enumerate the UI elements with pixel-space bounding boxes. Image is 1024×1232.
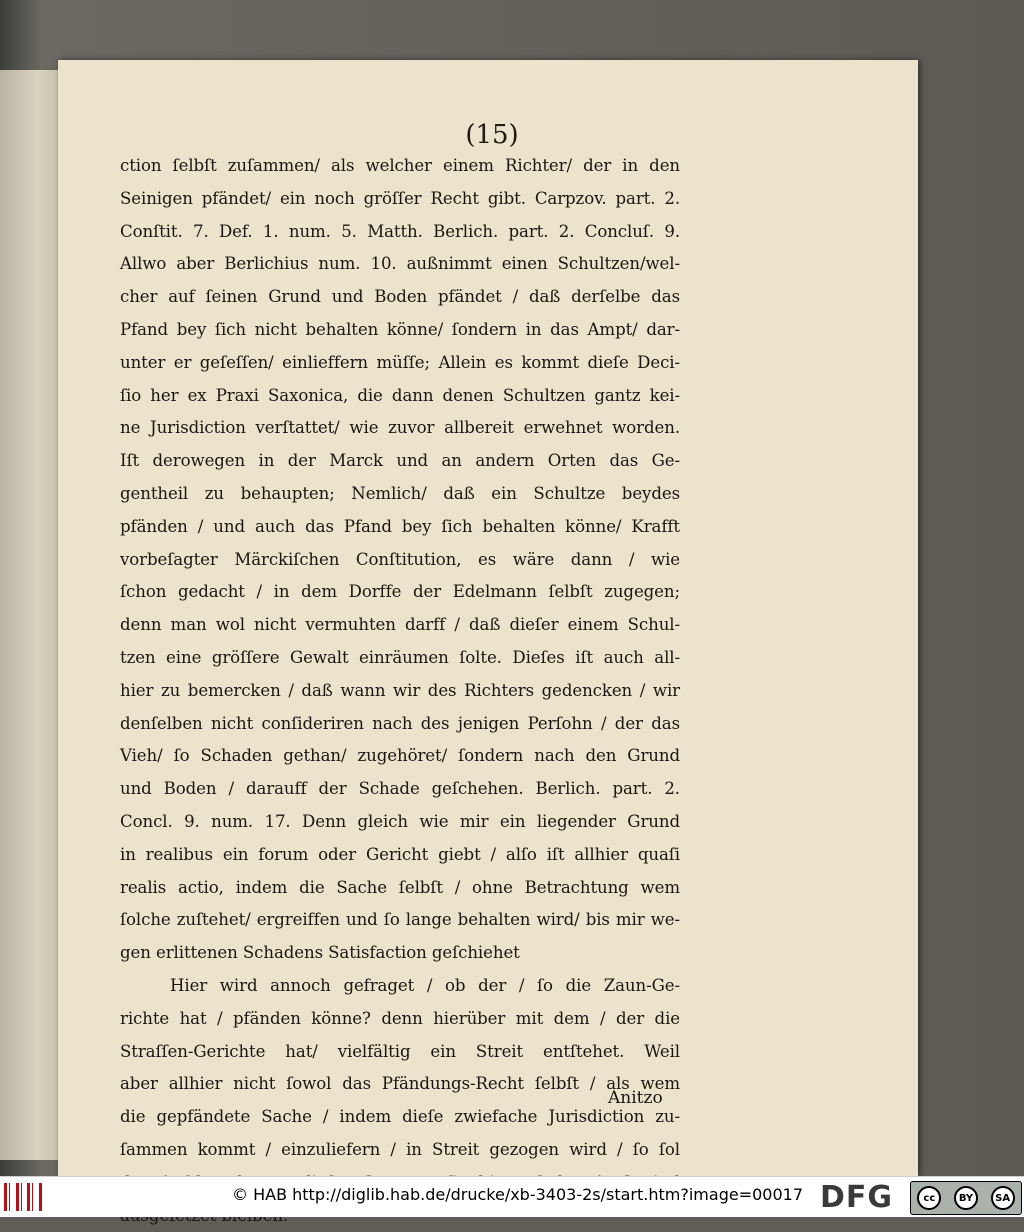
page-number: (15)	[432, 120, 552, 150]
previous-page-edge	[0, 70, 63, 1160]
text-line: Vieh/ ſo Schaden gethan/ zugehöret/ ſondern nach den Grund	[120, 740, 680, 773]
dfg-logo: DFG	[820, 1180, 893, 1215]
text-line: ſolche zuſtehet/ ergreiffen und ſo lange behalten wird/ bis mir we-	[120, 904, 680, 937]
copyright-link[interactable]: © HAB http://diglib.hab.de/drucke/xb-3403-2s/start.htm?image=00017	[232, 1185, 803, 1204]
by-attribution-icon: BY	[954, 1186, 978, 1210]
cc-license-badge[interactable]	[910, 1181, 1022, 1215]
text-line: Hier wird annoch gefraget / ob der / ſo die Zaun-Ge-	[120, 970, 680, 1003]
text-line: denn man wol nicht vermuhten darff / daß dieſer einem Schul-	[120, 609, 680, 642]
text-line: realis actio, indem die Sache ſelbſt / ohne Betrachtung wem	[120, 872, 680, 905]
hab-logo-icon	[4, 1183, 42, 1211]
text-line: vorbeſagter Märckiſchen Conſtitution, es wäre dann / wie	[120, 544, 680, 577]
text-line: und Boden / darauff der Schade geſchehen. Berlich. part. 2.	[120, 773, 680, 806]
cc-icon: cc	[917, 1186, 941, 1210]
text-line: Iſt derowegen in der Marck und an andern Orten das Ge-	[120, 445, 680, 478]
page-text	[120, 150, 680, 1232]
text-line: ſammen kommt / einzuliefern / in Streit gezogen wird / ſo ſol	[120, 1134, 680, 1167]
text-line: richte hat / pfänden könne? denn hierüber mit dem / der die	[120, 1003, 680, 1036]
catchword: Anitzo	[608, 1088, 663, 1108]
text-line: Allwo aber Berlichius num. 10. außnimmt einen Schultzen/wel-	[120, 248, 680, 281]
text-line: Concl. 9. num. 17. Denn gleich wie mir ein liegender Grund	[120, 806, 680, 839]
text-line: pfänden / und auch das Pfand bey ſich behalten könne/ Krafft	[120, 511, 680, 544]
text-line: hier zu bemercken / daß wann wir des Richters gedencken / wir	[120, 675, 680, 708]
text-line: Conſtit. 7. Def. 1. num. 5. Matth. Berlich. part. 2. Concluſ. 9.	[120, 216, 680, 249]
text-line: gen erlittenen Schadens Satisfaction geſchiehet	[120, 937, 680, 970]
text-line: unter er geſeſſen/ einlieffern müſſe; Allein es kommt dieſe Deci-	[120, 347, 680, 380]
text-line: tzen eine gröſſere Gewalt einräumen ſolte. Dieſes iſt auch all-	[120, 642, 680, 675]
text-line: die gepfändete Sache / indem dieſe zwiefache Jurisdiction zu-	[120, 1101, 680, 1134]
text-line: in realibus ein forum oder Gericht giebt / alſo iſt allhier quaſi	[120, 839, 680, 872]
text-line: Pfand bey ſich nicht behalten könne/ ſondern in das Ampt/ dar-	[120, 314, 680, 347]
text-line: gentheil zu behaupten; Nemlich/ daß ein Schultze beydes	[120, 478, 680, 511]
book-page	[58, 60, 918, 1176]
footer-bar	[0, 1176, 1024, 1217]
text-line: Seinigen pfändet/ ein noch gröſſer Recht gibt. Carpzov. part. 2.	[120, 183, 680, 216]
text-line: cher auf ſeinen Grund und Boden pfändet / daß derſelbe das	[120, 281, 680, 314]
sa-share-alike-icon: SA	[991, 1186, 1015, 1210]
text-line: ſchon gedacht / in dem Dorffe der Edelmann ſelbſt zugegen;	[120, 576, 680, 609]
text-line: aber allhier nicht ſowol das Pfändungs-Recht ſelbſt / als wem	[120, 1068, 680, 1101]
text-line: ſio her ex Praxi Saxonica, die dann denen Schultzen gantz kei-	[120, 380, 680, 413]
text-line: denſelben nicht conſideriren nach des jenigen Perſohn / der das	[120, 708, 680, 741]
text-line: ne Jurisdiction verſtattet/ wie zuvor allbereit erwehnet worden.	[120, 412, 680, 445]
text-line: ction ſelbſt zuſammen/ als welcher einem Richter/ der in den	[120, 150, 680, 183]
text-line: Straſſen-Gerichte hat/ vielfältig ein Streit entſtehet. Weil	[120, 1036, 680, 1069]
